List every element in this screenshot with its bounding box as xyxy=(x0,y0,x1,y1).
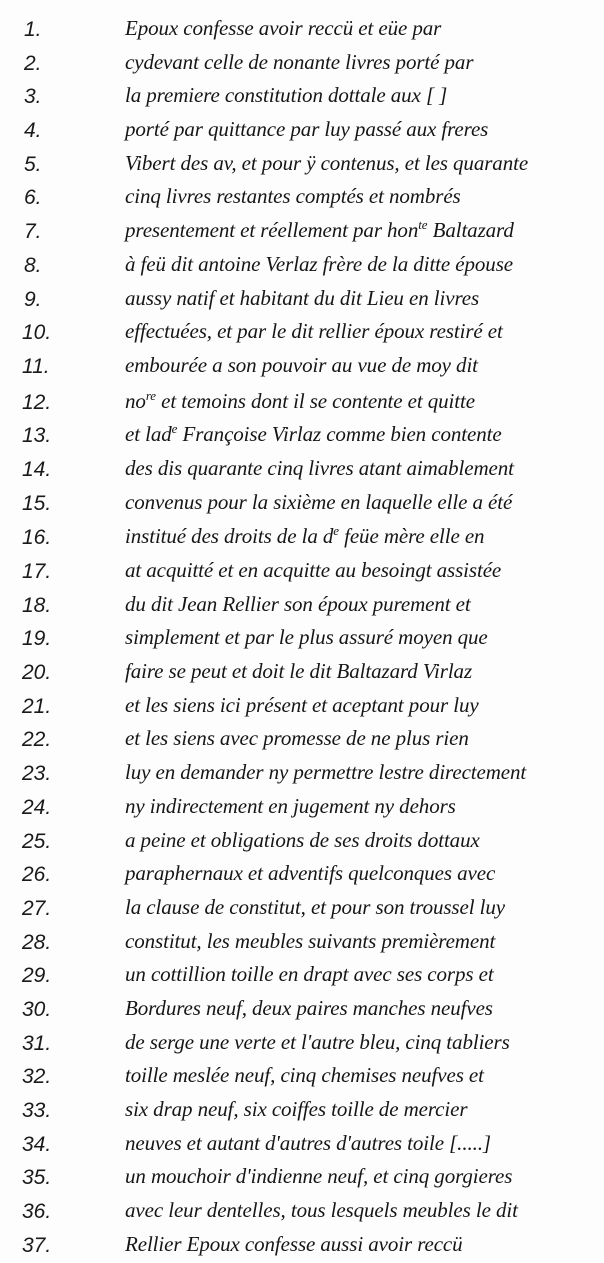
line-text xyxy=(125,861,495,886)
line-text-main: un mouchoir d'indienne neuf, et cinq gorgieres xyxy=(125,1164,513,1189)
line-text-main: de serge une verte et l'autre bleu, cinq tabliers xyxy=(125,1029,510,1054)
line-number: 19. xyxy=(22,627,52,651)
line-text-main: at acquitté et en acquitte au besoingt assistée xyxy=(125,558,502,582)
transcription-line xyxy=(0,657,604,691)
line-number: 33. xyxy=(22,1099,52,1122)
line-number: 2. xyxy=(24,51,42,75)
transcription-line xyxy=(0,758,604,792)
transcription-line xyxy=(0,216,604,250)
superscript-abbreviation: re xyxy=(145,387,156,403)
line-number: 31. xyxy=(22,1031,52,1055)
line-text xyxy=(125,422,502,447)
line-text xyxy=(125,524,484,549)
line-number: 29. xyxy=(22,964,52,988)
line-number: 32. xyxy=(22,1065,52,1089)
line-number: 27. xyxy=(22,896,52,920)
line-text-main: un cottillion toille en drapt avec ses corps et xyxy=(125,962,494,987)
transcription-line xyxy=(0,556,604,590)
superscript-abbreviation: e xyxy=(333,523,339,539)
line-number: 35. xyxy=(22,1166,52,1190)
transcription-line xyxy=(0,960,604,994)
line-text-main: ny indirectement en jugement ny dehors xyxy=(125,793,456,818)
line-number: 18. xyxy=(22,593,52,617)
line-text xyxy=(125,50,473,75)
line-number: 12. xyxy=(22,390,52,414)
line-text xyxy=(125,117,488,142)
line-text-main: cinq livres restantes comptés et nombrés xyxy=(125,184,461,209)
line-text-main: du dit Jean Rellier son époux purement et xyxy=(125,591,471,616)
line-number: 23. xyxy=(22,762,52,786)
line-text-main: constitut, les meubles suivants premièrement xyxy=(125,928,496,953)
line-number: 10. xyxy=(22,321,52,345)
transcription-line xyxy=(0,284,604,318)
line-text-main: neuves et autant d'autres d'autres toile [.....] xyxy=(125,1130,492,1155)
line-number: 14. xyxy=(22,457,52,481)
line-text-main: embourée a son pouvoir au vue de moy dit xyxy=(125,352,478,377)
line-number: 28. xyxy=(22,930,52,954)
line-text-main: Vibert des av, et pour ÿ contenus, et les quarante xyxy=(125,150,529,175)
line-text xyxy=(125,151,528,176)
transcription-line xyxy=(0,454,604,488)
line-text xyxy=(125,83,447,108)
transcription-line xyxy=(0,859,604,893)
transcription-line xyxy=(0,420,604,454)
transcription-line xyxy=(0,1095,604,1129)
line-text-main: des dis quarante cinq livres atant aimablement xyxy=(125,455,514,480)
line-number: 37. xyxy=(22,1233,52,1257)
line-text xyxy=(125,592,471,617)
line-text-main: presentement et réellement par hon xyxy=(125,218,419,243)
line-text xyxy=(125,726,469,751)
line-text xyxy=(125,794,456,819)
line-text xyxy=(125,760,526,785)
line-text xyxy=(125,996,493,1021)
transcription-line xyxy=(0,149,604,183)
superscript-abbreviation: te xyxy=(418,217,428,233)
line-text xyxy=(125,1063,484,1088)
line-text xyxy=(125,1164,512,1189)
line-text xyxy=(125,1131,491,1156)
line-text xyxy=(125,895,505,920)
line-text xyxy=(125,693,479,718)
transcription-line xyxy=(0,590,604,624)
line-number: 11. xyxy=(22,354,50,378)
line-number: 21. xyxy=(22,694,52,718)
line-number: 17. xyxy=(22,560,52,583)
line-text-main: simplement et par le plus assuré moyen que xyxy=(125,625,488,650)
line-number: 15. xyxy=(22,491,52,515)
line-text-main: Rellier Epoux confesse aussi avoir reccü xyxy=(125,1231,463,1256)
transcription-line xyxy=(0,81,604,115)
transcription-line xyxy=(0,182,604,216)
line-text-continued: et temoins dont il se contente et quitte xyxy=(155,388,475,413)
line-number: 20. xyxy=(22,661,52,685)
line-text-continued: feüe mère elle en xyxy=(338,524,485,549)
transcription-line xyxy=(0,893,604,927)
line-text-continued: Françoise Virlaz comme bien contente xyxy=(177,422,502,447)
line-text xyxy=(125,16,441,41)
line-text-main: Bordures neuf, deux paires manches neufves xyxy=(125,995,493,1020)
line-text xyxy=(125,252,513,277)
line-text xyxy=(125,962,494,987)
line-text-main: six drap neuf, six coiffes toille de mercier xyxy=(125,1097,468,1121)
line-number: 26. xyxy=(22,863,52,887)
line-text-main: et les siens ici présent et aceptant pour luy xyxy=(125,692,479,717)
line-text-main: toille meslée neuf, cinq chemises neufves et xyxy=(125,1063,484,1088)
transcription-line xyxy=(0,48,604,82)
transcription-line xyxy=(0,522,604,556)
line-number: 6. xyxy=(24,186,42,210)
transcription-line xyxy=(0,317,604,351)
transcription-line xyxy=(0,1196,604,1230)
line-text-main: à feü dit antoine Verlaz frère de la ditte épouse xyxy=(125,251,513,276)
line-text xyxy=(125,286,479,311)
line-number: 1. xyxy=(24,18,42,41)
line-text-main: institué des droits de la d xyxy=(125,524,334,549)
transcription-line xyxy=(0,1129,604,1163)
transcription-line xyxy=(0,1162,604,1196)
transcription-line xyxy=(0,994,604,1028)
transcription-lines xyxy=(0,14,604,1260)
line-text-main: avec leur dentelles, tous lesquels meubles le dit xyxy=(125,1198,518,1223)
line-text-main: faire se peut et doit le dit Baltazard Virlaz xyxy=(125,659,473,684)
line-text xyxy=(125,319,503,344)
line-text-main: convenus pour la sixième en laquelle elle a été xyxy=(125,489,513,514)
line-number: 25. xyxy=(22,829,52,853)
transcription-line xyxy=(0,691,604,725)
line-number: 34. xyxy=(22,1132,52,1156)
line-text-main: effectuées, et par le dit rellier époux restiré et xyxy=(125,319,503,344)
line-text xyxy=(125,929,495,954)
transcription-line xyxy=(0,387,604,421)
line-text xyxy=(125,828,480,853)
transcription-line xyxy=(0,792,604,826)
line-text xyxy=(125,218,514,243)
line-text xyxy=(125,1097,467,1122)
line-text xyxy=(125,389,475,414)
transcription-line xyxy=(0,1230,604,1263)
line-text-main: paraphernaux et adventifs quelconques avec xyxy=(125,861,496,886)
transcription-line xyxy=(0,927,604,961)
line-text-main: la premiere constitution dottale aux [ ] xyxy=(125,83,448,108)
line-number: 24. xyxy=(22,795,52,819)
line-text-main: aussy natif et habitant du dit Lieu en livres xyxy=(125,285,480,310)
line-text-main: porté par quittance par luy passé aux freres xyxy=(125,117,489,142)
line-number: 30. xyxy=(22,997,52,1021)
line-number: 7. xyxy=(24,220,42,244)
line-number: 9. xyxy=(24,287,42,311)
transcription-line xyxy=(0,488,604,522)
transcription-line xyxy=(0,250,604,284)
line-number: 5. xyxy=(24,152,42,176)
transcription-line xyxy=(0,14,604,48)
line-text xyxy=(125,490,512,515)
line-text-main: la clause de constitut, et pour son troussel luy xyxy=(125,894,505,919)
transcription-line xyxy=(0,623,604,657)
line-text-main: luy en demander ny permettre lestre directement xyxy=(125,760,527,785)
line-number: 3. xyxy=(24,85,42,109)
line-number: 16. xyxy=(22,526,52,550)
line-text-main: cydevant celle de nonante livres porté par xyxy=(125,49,474,74)
line-number: 13. xyxy=(22,424,52,448)
line-text-main: et les siens avec promesse de ne plus rien xyxy=(125,726,469,751)
line-text xyxy=(125,353,478,378)
line-text xyxy=(125,1030,510,1055)
line-text-main: et lad xyxy=(125,422,172,447)
line-text-main: no xyxy=(125,388,146,413)
line-text-continued: Baltazard xyxy=(427,218,514,243)
transcription-line xyxy=(0,826,604,860)
line-text xyxy=(125,456,514,481)
transcription-line xyxy=(0,1028,604,1062)
line-text xyxy=(125,1198,518,1223)
line-number: 36. xyxy=(22,1200,52,1224)
transcription-line xyxy=(0,1061,604,1095)
transcription-line xyxy=(0,351,604,385)
line-number: 4. xyxy=(24,119,42,143)
line-text xyxy=(125,184,461,209)
transcription-line xyxy=(0,724,604,758)
line-text xyxy=(125,558,501,583)
line-number: 22. xyxy=(22,728,52,752)
line-text xyxy=(125,659,472,684)
line-text-main: a peine et obligations de ses droits dottaux xyxy=(125,827,480,852)
superscript-abbreviation: e xyxy=(171,421,178,437)
line-number: 8. xyxy=(24,253,42,277)
line-text xyxy=(125,625,488,650)
line-text-main: Epoux confesse avoir reccü et eüe par xyxy=(125,16,442,40)
transcription-line xyxy=(0,115,604,149)
line-text xyxy=(125,1232,463,1257)
